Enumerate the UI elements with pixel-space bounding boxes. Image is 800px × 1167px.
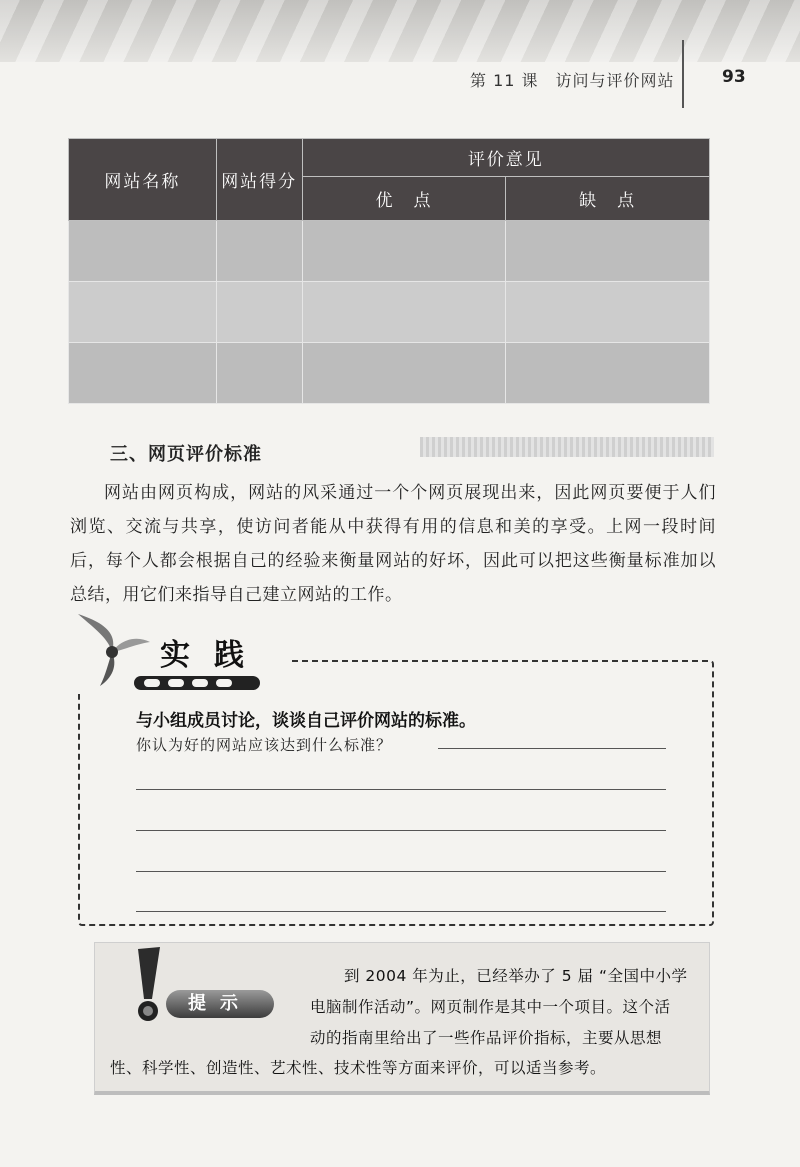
table-cell [216, 282, 302, 343]
exclamation-icon [108, 945, 178, 1025]
paragraph-line: 网站由网页构成，网站的风采通过一个个网页展现出来，因此网页要便于 [104, 483, 681, 503]
page-number: 93 [722, 67, 746, 87]
header-site-score: 网站得分 [216, 139, 302, 221]
table-cell [69, 221, 217, 282]
writing-line [438, 748, 666, 749]
table-cell [506, 343, 710, 404]
writing-line [136, 871, 666, 872]
table-cell [216, 221, 302, 282]
writing-line [136, 789, 666, 790]
tip-label: 提示 [166, 990, 274, 1018]
practice-title: 实践 [160, 638, 268, 673]
table-cell [216, 343, 302, 404]
table-row [69, 221, 710, 282]
header-divider [682, 40, 684, 108]
lesson-title: 第 11 课 访问与评价网站 [470, 71, 675, 90]
practice-prompt: 与小组成员讨论，谈谈自己评价网站的标准。 [136, 711, 476, 731]
table-row [69, 343, 710, 404]
tip-line: 电脑制作活动”。网页制作是其中一个项目。这个活 [310, 998, 671, 1016]
table-cell [69, 282, 217, 343]
paragraph-line: 段时间后，每个人都会根据自己的经验来衡量网站的好坏，因此可以把这些衡 [70, 517, 717, 571]
header-pros: 优 点 [302, 177, 506, 221]
header-comments: 评价意见 [302, 139, 709, 177]
writing-line [136, 830, 666, 831]
table-cell [302, 343, 506, 404]
table-cell [302, 221, 506, 282]
table-row [69, 282, 710, 343]
section-title: 三、网页评价标准 [110, 444, 262, 465]
practice-box [78, 660, 714, 926]
practice-question: 你认为好的网站应该达到什么标准？ [136, 736, 393, 754]
section-title-bar [420, 437, 714, 457]
header-decoration [0, 0, 800, 62]
table-cell [302, 282, 506, 343]
header-site-name: 网站名称 [69, 139, 217, 221]
tip-line: 动的指南里给出了一些作品评价指标，主要从思想 [310, 1029, 663, 1047]
paragraph-line: 量标准加以总结，用它们来指导自己建立网站的工作。 [70, 551, 717, 605]
paragraph-line: 人们浏览、交流与共享，使访问者能从中获得有用的信息和美的享受。上网一 [70, 483, 716, 537]
table-cell [506, 282, 710, 343]
tip-line: 性、科学性、创造性、艺术性、技术性等方面来评价，可以适当参考。 [110, 1059, 607, 1077]
writing-line [136, 911, 666, 912]
section-paragraph [70, 476, 716, 612]
tip-line: 到 2004 年为止，已经举办了 5 届 “全国中小学 [344, 967, 688, 985]
table-cell [506, 221, 710, 282]
table-cell [69, 343, 217, 404]
evaluation-table [68, 138, 710, 404]
practice-dots-decoration [134, 676, 260, 690]
header-cons: 缺 点 [506, 177, 710, 221]
